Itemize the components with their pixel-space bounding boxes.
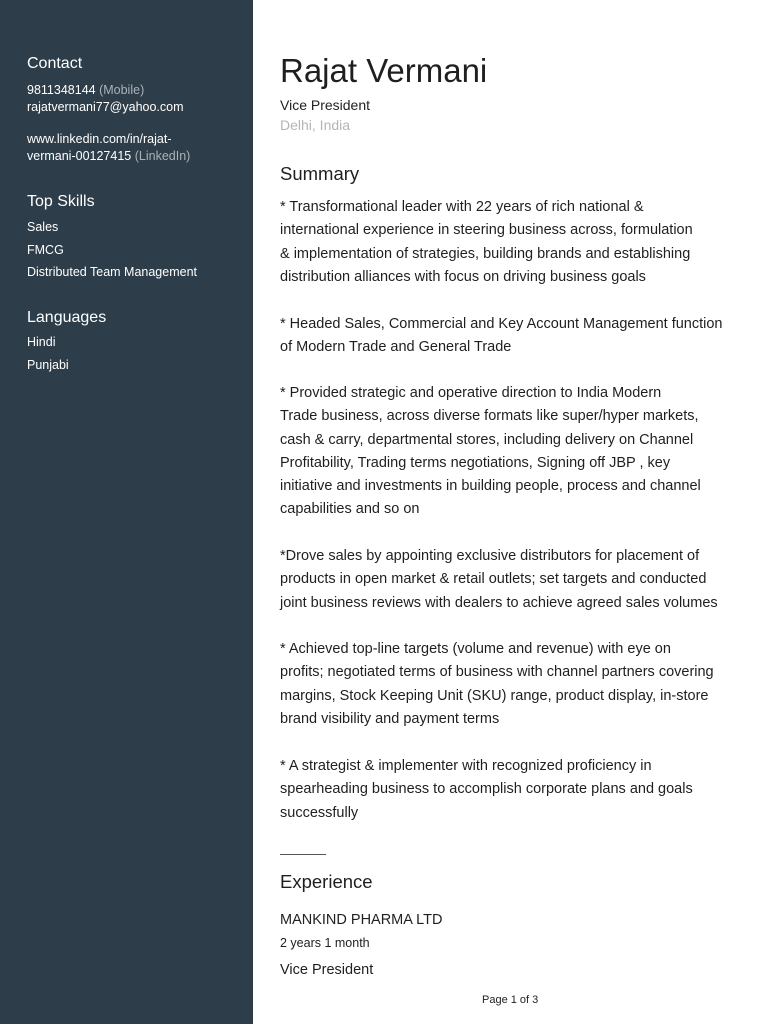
summary-paragraph xyxy=(280,313,750,360)
summary-line: & implementation of strategies, building brands and establishing xyxy=(280,245,691,262)
phone-number[interactable]: 9811348144 xyxy=(27,83,96,97)
language-item: Punjabi xyxy=(27,358,69,372)
linkedin-url-line1[interactable]: www.linkedin.com/in/rajat- xyxy=(27,132,172,146)
summary-line: Profitability, Trading terms negotiations, Signing off JBP , key xyxy=(280,454,671,471)
summary-line: * Transformational leader with 22 years of rich national & xyxy=(280,199,644,215)
summary-line: distribution alliances with focus on driving business goals xyxy=(280,268,646,285)
contact-phone xyxy=(27,82,144,99)
summary-heading: Summary xyxy=(280,163,360,184)
summary-line: products in open market & retail outlets; set targets and conducted xyxy=(280,571,707,588)
company-name: MANKIND PHARMA LTD xyxy=(280,912,443,928)
summary-paragraph xyxy=(280,545,750,615)
summary-line: cash & carry, departmental stores, including delivery on Channel xyxy=(280,431,694,448)
skill-item: Distributed Team Management xyxy=(27,265,197,279)
languages-heading: Languages xyxy=(27,309,107,326)
candidate-name: Rajat Vermani xyxy=(280,52,488,89)
summary-line: Trade business, across diverse formats like super/hyper markets, xyxy=(280,408,699,425)
job-duration: 2 years 1 month xyxy=(280,936,370,950)
linkedin-url-line2[interactable] xyxy=(27,148,190,165)
summary-paragraph xyxy=(280,196,750,289)
summary-line: international experience in steering business across, formulation xyxy=(280,222,693,239)
summary-line: *Drove sales by appointing exclusive distributors for placement of xyxy=(280,548,700,564)
summary-paragraph xyxy=(280,382,750,522)
job-title: Vice President xyxy=(280,962,374,978)
top-skills-heading: Top Skills xyxy=(27,193,95,210)
summary-line: * A strategist & implementer with recognized proficiency in xyxy=(280,758,652,774)
candidate-location: Delhi, India xyxy=(280,117,351,133)
section-divider xyxy=(280,854,326,855)
summary-line: of Modern Trade and General Trade xyxy=(280,339,512,356)
sidebar xyxy=(0,0,253,1024)
linkedin-url-tail[interactable]: vermani-00127415 xyxy=(27,149,132,163)
skill-item: Sales xyxy=(27,220,59,234)
experience-heading: Experience xyxy=(280,871,373,892)
summary-line: joint business reviews with dealers to achieve agreed sales volumes xyxy=(280,594,718,611)
language-item: Hindi xyxy=(27,335,56,349)
page-number: Page 1 of 3 xyxy=(482,994,539,1006)
contact-heading: Contact xyxy=(27,55,83,72)
contact-email[interactable]: rajatvermani77@yahoo.com xyxy=(27,100,184,114)
phone-type-label: (Mobile) xyxy=(99,83,145,97)
skill-item: FMCG xyxy=(27,243,64,257)
summary-line: * Headed Sales, Commercial and Key Account Management function xyxy=(280,316,723,332)
summary-line: * Achieved top-line targets (volume and revenue) with eye on xyxy=(280,641,671,657)
summary-line: brand visibility and payment terms xyxy=(280,710,500,727)
summary-paragraph xyxy=(280,638,750,731)
summary-line: capabilities and so on xyxy=(280,501,420,518)
summary-line: margins, Stock Keeping Unit (SKU) range, product display, in-store xyxy=(280,687,709,704)
linkedin-type-label: (LinkedIn) xyxy=(134,149,191,163)
summary-line: * Provided strategic and operative direction to India Modern xyxy=(280,385,662,401)
candidate-headline: Vice President xyxy=(280,97,371,113)
summary-line: successfully xyxy=(280,804,359,821)
summary-line: spearheading business to accomplish corporate plans and goals xyxy=(280,781,693,798)
summary-line: profits; negotiated terms of business with channel partners covering xyxy=(280,664,714,681)
summary-line: initiative and investments in building people, process and channel xyxy=(280,478,701,495)
summary-paragraph xyxy=(280,755,750,825)
